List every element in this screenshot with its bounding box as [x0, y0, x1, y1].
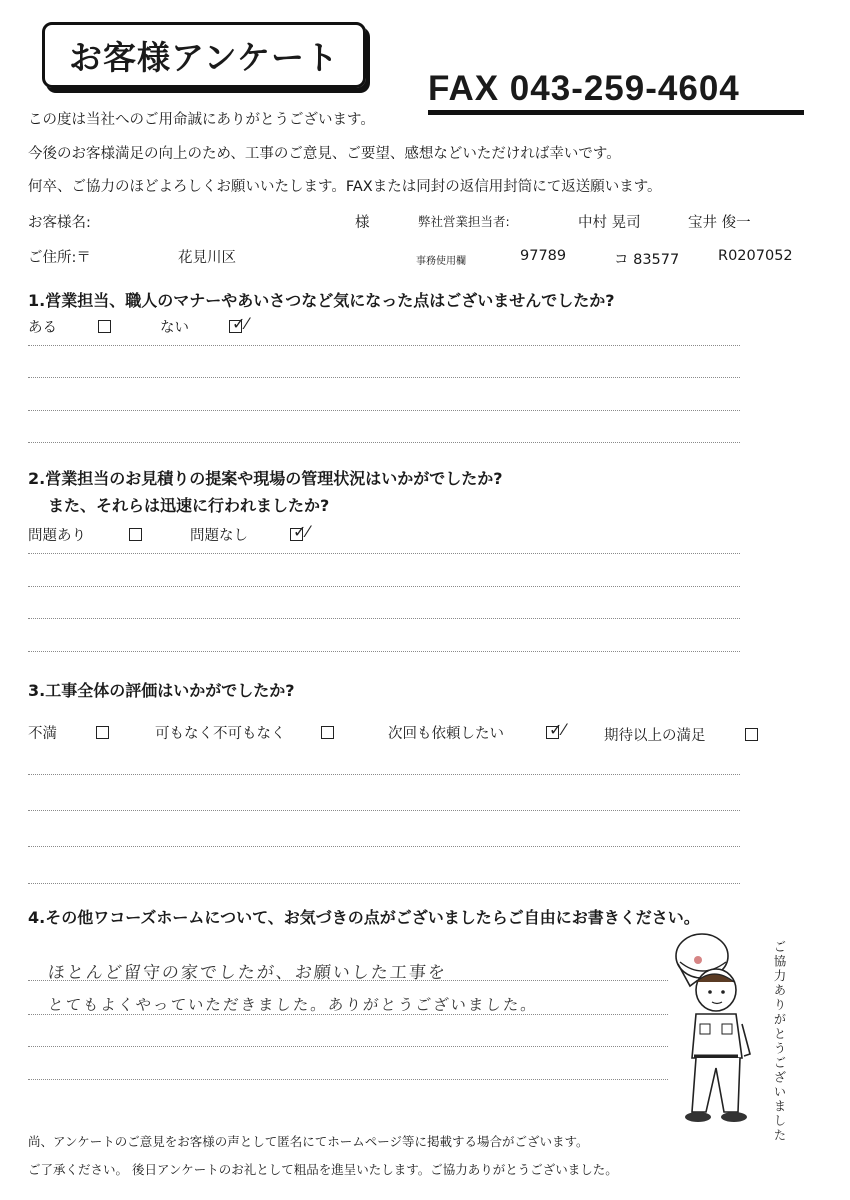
answer-line — [28, 1046, 668, 1047]
question-1: 1.営業担当、職人のマナーやあいさつなど気になった点はございませんでしたか? — [28, 291, 615, 310]
question-2: 2.営業担当のお見積りの提案や現場の管理状況はいかがでしたか? — [28, 469, 503, 488]
answer-line — [28, 774, 740, 775]
answer-line — [28, 410, 740, 411]
footer-line-2: ご了承ください。 後日アンケートのお礼として粗品を進呈いたします。ご協力ありがとうございました。 — [28, 1162, 618, 1177]
check-mark-icon: ✓⁄ — [232, 314, 249, 333]
q3-checkbox-exceeded[interactable] — [745, 728, 758, 741]
intro-line-3: 何卒、ご協力のほどよろしくお願いいたします。FAXまたは同封の返信用封筒にて返送願います。 — [28, 179, 662, 195]
check-mark-icon: ✓⁄ — [549, 720, 566, 739]
q3-checkbox-fuman[interactable] — [96, 726, 109, 739]
survey-title: お客様アンケート — [42, 22, 366, 88]
side-thanks-text: ご協力ありがとうございました — [772, 940, 787, 1143]
fax-number: FAX 043-259-4604 — [428, 70, 804, 115]
q2-option-label: 問題なし — [190, 528, 248, 544]
q3-checkbox-neutral[interactable] — [321, 726, 334, 739]
q3-option-label: 不満 — [28, 726, 57, 742]
q3-option-label: 可もなく不可もなく — [155, 726, 286, 742]
handwritten-answer-2: とてもよくやっていただきました。ありがとうございました。 — [47, 996, 539, 1014]
address-value: 花見川区 — [178, 250, 236, 266]
customer-name-label: お客様名: — [28, 215, 91, 231]
intro-line-2: 今後のお客様満足の向上のため、工事のご意見、ご要望、感想などいただければ幸いです。 — [28, 146, 621, 162]
q2-option-label: 問題あり — [28, 528, 86, 544]
answer-line — [28, 442, 740, 443]
worker-illustration — [668, 928, 762, 1128]
answer-line — [28, 377, 740, 378]
footer-line-1: 尚、アンケートのご意見をお客様の声として匿名にてホームページ等に掲載する場合がございます。 — [28, 1134, 589, 1149]
question-4: 4.その他ワコーズホームについて、お気づきの点がございましたらご自由にお書きください。 — [28, 908, 700, 927]
q2-checkbox-mondai-ari[interactable] — [129, 528, 142, 541]
handwritten-answer-1: ほとんど留守の家でしたが、お願いした工事を — [46, 963, 448, 983]
q1-option-label: ない — [160, 320, 189, 336]
office-use-label: 事務使用欄 — [416, 256, 466, 267]
office-code-2: コ 83577 — [614, 252, 680, 268]
answer-line — [28, 1014, 668, 1015]
answer-line — [28, 618, 740, 619]
staff-name-1: 中村 晃司 — [578, 215, 641, 231]
question-2-sub: また、それらは迅速に行われましたか? — [48, 496, 330, 515]
answer-line — [28, 586, 740, 587]
answer-line — [28, 553, 740, 554]
q3-option-label: 期待以上の満足 — [604, 728, 706, 744]
honorific: 様 — [355, 215, 370, 231]
q1-checkbox-aru[interactable] — [98, 320, 111, 333]
answer-line — [28, 810, 740, 811]
staff-name-2: 宝井 俊一 — [688, 215, 751, 231]
answer-line — [28, 651, 740, 652]
office-code-3: R0207052 — [718, 248, 793, 264]
check-mark-icon: ✓⁄ — [293, 522, 310, 541]
office-code-1: 97789 — [520, 248, 567, 264]
answer-line — [28, 846, 740, 847]
intro-line-1: この度は当社へのご用命誠にありがとうございます。 — [28, 112, 375, 128]
q1-option-label: ある — [28, 320, 57, 336]
answer-line — [28, 1079, 668, 1080]
question-3: 3.工事全体の評価はいかがでしたか? — [28, 681, 295, 700]
answer-line — [28, 345, 740, 346]
answer-line — [28, 980, 668, 981]
answer-line — [28, 883, 740, 884]
address-label: ご住所:〒 — [28, 250, 91, 266]
staff-label: 弊社営業担当者: — [418, 214, 510, 229]
q3-option-label: 次回も依頼したい — [388, 726, 504, 742]
